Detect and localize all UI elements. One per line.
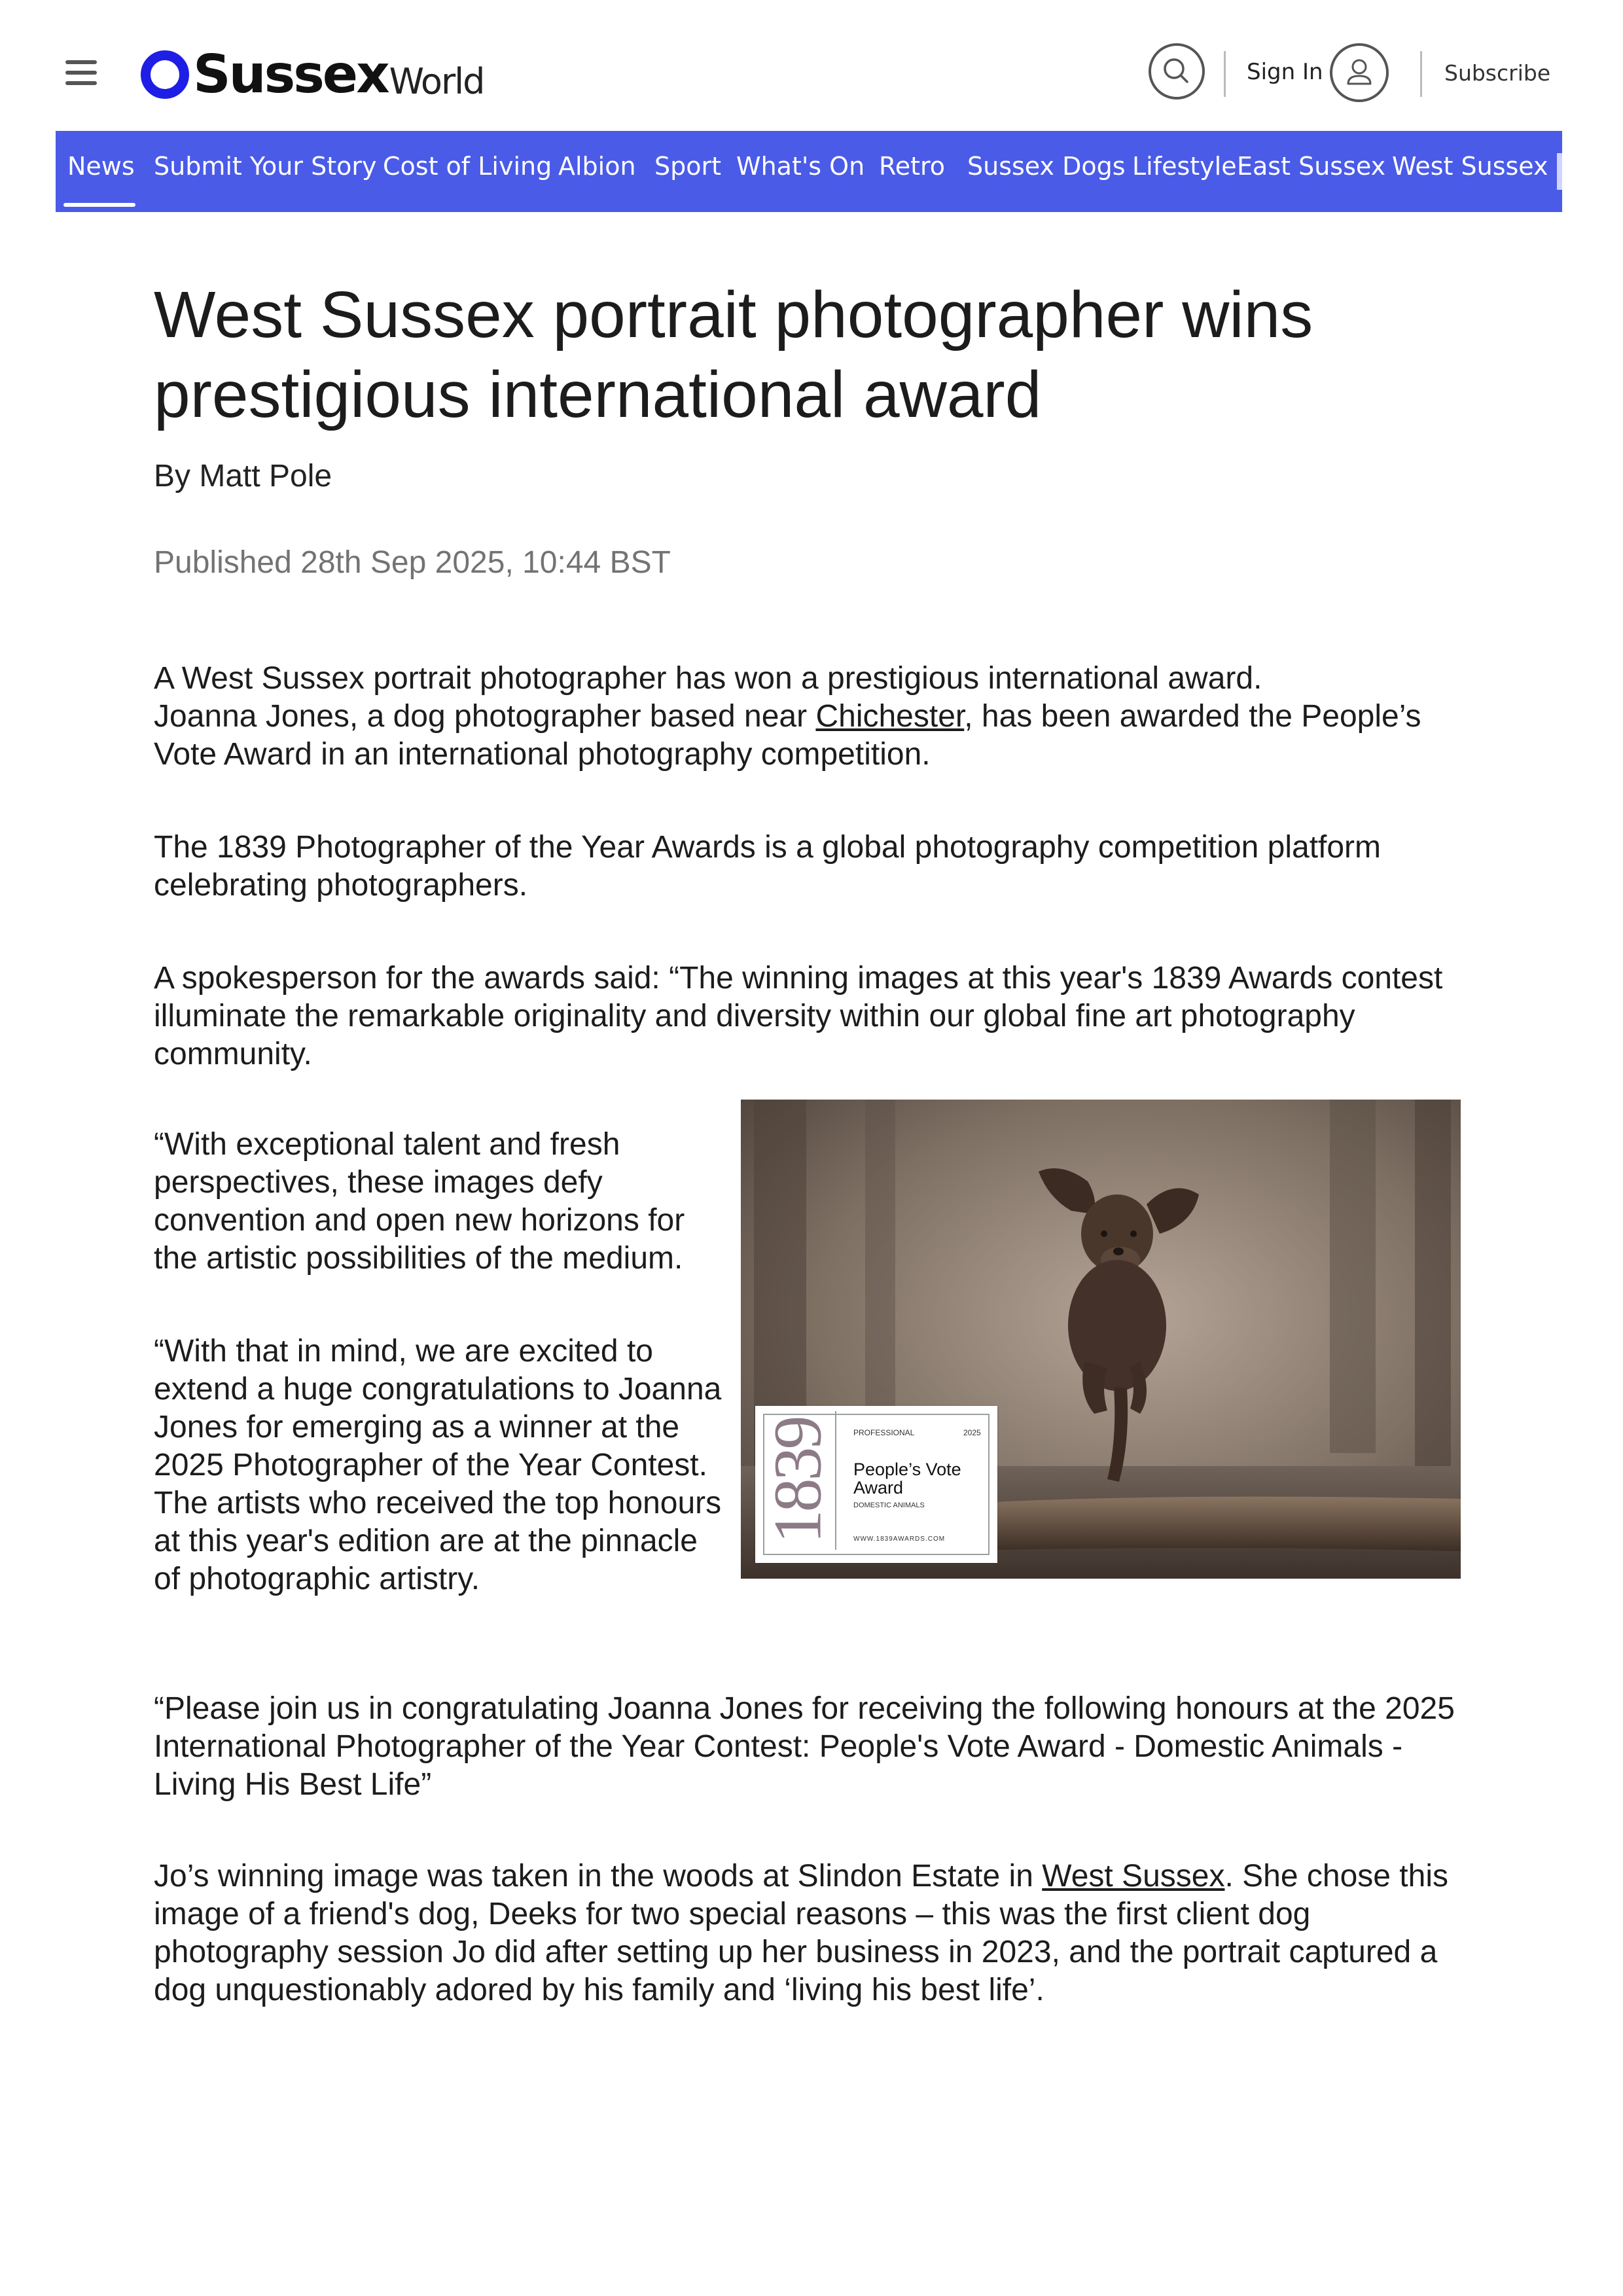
logo-ring-icon	[141, 50, 189, 99]
article-title: West Sussex portrait photographer wins prestigious international award	[154, 278, 1313, 431]
article-paragraph	[154, 1857, 1476, 2009]
paragraph-text: , has been awarded the People’s Vote Award in an international photography competition.	[154, 699, 1421, 772]
article-paragraph: “With that in mind, we are excited to extend a huge congratulations to Joanna Jones for emerging as a winner at the 2025 Photographer of the Year Contest. The artists who received the top honours at this year's edition are at the pinnacle of photographic artistry.	[154, 1334, 722, 1596]
nav-item-lifestyle[interactable]: Lifestyle	[1132, 152, 1237, 181]
search-button[interactable]	[1149, 43, 1205, 99]
nav-item-east-sussex[interactable]: East Sussex	[1237, 152, 1386, 181]
article-image[interactable]	[741, 1100, 1461, 1579]
nav-active-indicator	[63, 203, 135, 207]
sign-in-link[interactable]: Sign In	[1247, 59, 1323, 85]
nav-item-whats-on[interactable]: What's On	[736, 152, 865, 181]
paragraph-text: . She chose this image of a friend's dog, Deeks for two special reasons – this was the first client dog photography session Jo did after setting up her business in 2023, and the portrait captured a dog unquestionably adored by his family and ‘living his best life’.	[154, 1859, 1448, 2007]
badge-number	[760, 1411, 836, 1550]
nav-item-west-sussex[interactable]: West Sussex	[1392, 152, 1548, 181]
user-icon	[1332, 46, 1386, 99]
nav-item-news[interactable]: News	[67, 152, 135, 181]
nav-item-albion[interactable]: Albion	[558, 152, 636, 181]
logo-text-bold: Sussex	[193, 44, 388, 105]
west-sussex-link[interactable]: West Sussex	[1042, 1859, 1225, 1893]
article-paragraph: “Please join us in congratulating Joanna Jones for receiving the following honours at the 2025 International Photographer of the Year Contest: People's Vote Award - Domestic Animals - Living His Best Life”	[154, 1691, 1455, 1802]
nav-item-sport[interactable]: Sport	[654, 152, 722, 181]
article-byline: By Matt Pole	[154, 459, 332, 493]
menu-icon[interactable]	[65, 60, 98, 86]
paragraph-text: Joanna Jones, a dog photographer based near	[154, 699, 816, 734]
badge-title-line-2: Award	[853, 1478, 904, 1498]
badge-tier: PROFESSIONAL	[853, 1428, 915, 1437]
nav-item-retro[interactable]: Retro	[879, 152, 946, 181]
article-paragraph	[154, 660, 1476, 774]
chichester-link[interactable]: Chichester	[815, 699, 965, 734]
paragraph-text: A West Sussex portrait photographer has won a prestigious international award.	[154, 661, 1262, 696]
award-badge	[755, 1406, 997, 1563]
article-paragraph: A spokesperson for the awards said: “The winning images at this year's 1839 Awards contest illuminate the remarkable originality and diversity within our global fine art photography community.	[154, 961, 1443, 1071]
badge-url: WWW.1839AWARDS.COM	[853, 1535, 946, 1543]
nav-item-submit-your-story[interactable]: Submit Your Story	[154, 152, 377, 181]
search-icon	[1151, 46, 1202, 97]
nav-overflow-hint	[1557, 153, 1562, 190]
logo-text-light: World	[389, 61, 484, 102]
article-paragraph: The 1839 Photographer of the Year Awards is a global photography competition platform celebrating photographers.	[154, 830, 1382, 903]
badge-year: 2025	[963, 1428, 981, 1437]
section-nav	[56, 131, 1562, 212]
header-divider	[1420, 51, 1422, 97]
paragraph-text: Jo’s winning image was taken in the woods at Slindon Estate in	[154, 1859, 1043, 1893]
subscribe-link[interactable]: Subscribe	[1444, 60, 1551, 86]
badge-category: DOMESTIC ANIMALS	[853, 1501, 925, 1509]
badge-number-text: 1839	[760, 1418, 836, 1543]
nav-item-cost-of-living[interactable]: Cost of Living	[383, 152, 552, 181]
nav-item-sussex-dogs[interactable]: Sussex Dogs	[967, 152, 1126, 181]
site-logo[interactable]	[141, 44, 484, 105]
badge-title-line-1: People’s Vote	[853, 1460, 961, 1479]
account-button[interactable]	[1330, 43, 1389, 102]
header-divider	[1224, 51, 1226, 97]
article-published-date: Published 28th Sep 2025, 10:44 BST	[154, 545, 671, 580]
site-header	[0, 0, 1623, 131]
article-paragraph: “With exceptional talent and fresh perspectives, these images defy convention and open new horizons for the artistic possibilities of the medium.	[154, 1127, 685, 1276]
